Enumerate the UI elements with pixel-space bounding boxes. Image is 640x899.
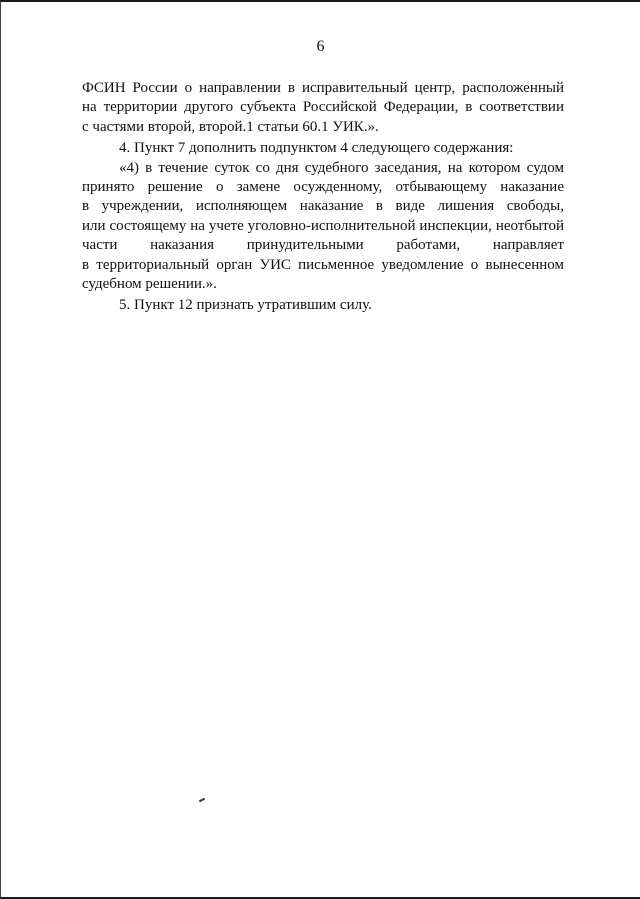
text-line: «4) в течение суток со дня судебного заседания, на котором судом — [119, 159, 564, 176]
text-line: 5. Пункт 12 признать утратившим силу. — [119, 297, 372, 314]
text-line: на территории другого субъекта Российской Федерации, в соответствии — [82, 99, 564, 116]
text-line: части наказания принудительными работами, направляет — [82, 237, 564, 254]
text-line: в учреждении, исполняющем наказание в виде лишения свободы, — [82, 198, 564, 215]
document-body — [82, 79, 564, 316]
text-line: ФСИН России о направлении в исправительный центр, расположенный — [82, 80, 564, 96]
text-line: или состоящему на учете уголовно-исполнительной инспекции, неотбытой — [82, 217, 564, 234]
paragraph-item-5 — [82, 296, 564, 315]
text-line: 4. Пункт 7 дополнить подпунктом 4 следующего содержания: — [119, 140, 514, 157]
paragraph-quoted-subitem — [82, 159, 564, 295]
paragraph-continuation — [82, 79, 564, 137]
page-number: 6 — [316, 38, 325, 55]
text-line: принято решение о замене осужденному, отбывающему наказание — [82, 179, 564, 196]
text-line: в территориальный орган УИС письменное уведомление о вынесенном — [82, 256, 564, 273]
text-line: с частями второй, второй.1 статьи 60.1 УИК.». — [82, 118, 379, 135]
paragraph-item-4 — [82, 139, 564, 158]
text-line: судебном решении.». — [82, 276, 217, 293]
scan-artifact-mark — [199, 798, 205, 803]
